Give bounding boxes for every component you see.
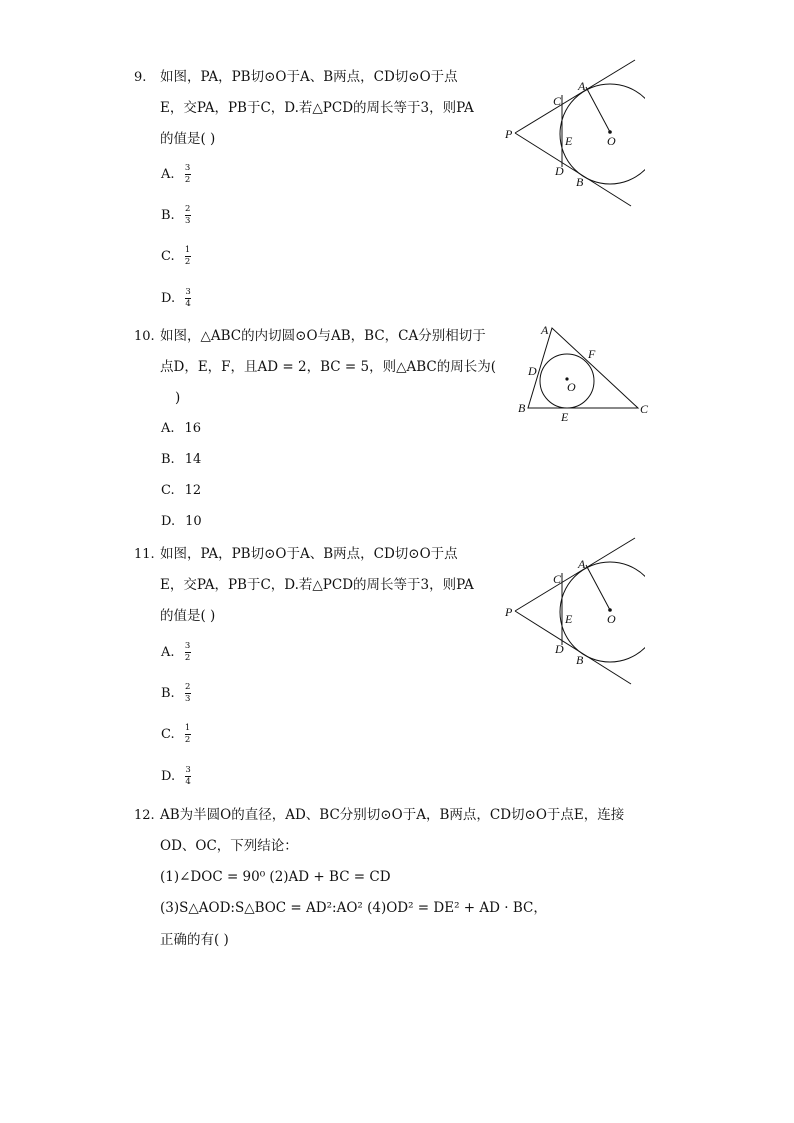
question-text-line: ) <box>175 390 181 406</box>
label-b: B <box>576 175 584 189</box>
question-text-line: (1)∠DOC = 90⁰ (2)AD + BC = CD <box>160 869 391 885</box>
label-e: E <box>565 612 573 626</box>
question-text-line: 如图，PA，PB切⊙O于A、B两点，CD切⊙O于点 <box>160 69 458 85</box>
question-number: 9. <box>134 70 147 85</box>
denominator: 2 <box>184 735 191 745</box>
tangent-line-pa <box>515 538 635 611</box>
numerator: 3 <box>185 287 191 297</box>
numerator: 1 <box>184 723 191 733</box>
option-d[interactable] <box>161 514 202 529</box>
label-p: P <box>505 127 513 141</box>
radius-oa <box>586 87 610 132</box>
option-a[interactable] <box>161 642 191 663</box>
question-text-line: 的值是( ) <box>160 608 216 624</box>
option-a[interactable] <box>161 421 201 436</box>
denominator: 3 <box>184 694 191 704</box>
label-a: A <box>578 557 586 571</box>
option-a[interactable] <box>161 164 191 185</box>
option-c[interactable] <box>161 246 191 267</box>
fraction <box>185 288 191 309</box>
option-label: D. <box>161 291 176 306</box>
question-text-line: 点D，E，F，且AD = 2，BC = 5，则△ABC的周长为( <box>160 359 496 375</box>
option-label: C. <box>161 483 175 498</box>
denominator: 3 <box>184 216 191 226</box>
label-c: C <box>640 402 649 416</box>
option-label: C. <box>161 727 175 742</box>
radius-oa <box>586 565 610 610</box>
label-f: F <box>588 347 596 361</box>
numerator: 3 <box>184 641 191 651</box>
option-label: A. <box>161 421 175 436</box>
question-text-line: 如图，△ABC的内切圆⊙O与AB，BC，CA分别相切于 <box>160 328 486 344</box>
label-d: D <box>528 364 537 378</box>
option-c[interactable] <box>161 483 201 498</box>
option-c[interactable] <box>161 724 191 745</box>
question-text-line: OD、OC，下列结论： <box>160 838 298 854</box>
label-a: A <box>578 79 586 93</box>
question-number: 10. <box>134 329 155 344</box>
question-text-line: 如图，PA，PB切⊙O于A、B两点，CD切⊙O于点 <box>160 546 458 562</box>
label-c: C <box>553 572 562 586</box>
question-text-line: E，交PA，PB于C，D.若△PCD的周长等于3，则PA <box>160 577 474 593</box>
option-value: 14 <box>184 452 202 467</box>
fraction <box>185 246 191 267</box>
question-text-line: E，交PA，PB于C，D.若△PCD的周长等于3，则PA <box>160 100 474 116</box>
option-value: 16 <box>184 421 202 436</box>
denominator: 4 <box>185 299 191 309</box>
numerator: 2 <box>184 682 191 692</box>
denominator: 2 <box>184 257 191 267</box>
option-value: 10 <box>185 514 202 529</box>
label-b: B <box>518 401 526 415</box>
question-number: 12. <box>134 808 155 823</box>
option-label: D. <box>161 769 176 784</box>
label-o: O <box>607 612 616 626</box>
option-label: A. <box>161 167 175 182</box>
label-a: A <box>541 323 549 337</box>
label-e: E <box>561 410 569 424</box>
tangent-line-pa <box>515 60 635 133</box>
label-d: D <box>555 164 564 178</box>
denominator: 4 <box>185 777 191 787</box>
fraction <box>185 205 191 226</box>
fraction <box>185 164 191 185</box>
option-d[interactable] <box>161 766 191 787</box>
fraction <box>185 642 191 663</box>
option-label: B. <box>161 452 175 467</box>
option-label: A. <box>161 645 175 660</box>
label-p: P <box>505 605 513 619</box>
label-b: B <box>576 653 584 667</box>
label-o: O <box>567 380 576 394</box>
label-c: C <box>553 94 562 108</box>
label-d: D <box>555 642 564 656</box>
question-text-line: 的值是( ) <box>160 131 216 147</box>
option-label: B. <box>161 686 175 701</box>
option-b[interactable] <box>161 452 201 467</box>
numerator: 3 <box>184 163 191 173</box>
fraction <box>185 683 191 704</box>
fraction <box>185 724 191 745</box>
fraction <box>185 766 191 787</box>
denominator: 2 <box>184 175 191 185</box>
numerator: 1 <box>184 245 191 255</box>
option-label: B. <box>161 208 175 223</box>
option-b[interactable] <box>161 683 191 704</box>
numerator: 3 <box>185 765 191 775</box>
tangent-circle-figure <box>500 533 645 688</box>
option-d[interactable] <box>161 288 191 309</box>
label-e: E <box>565 134 573 148</box>
question-number: 11. <box>134 547 155 562</box>
option-value: 12 <box>184 483 202 498</box>
question-text-line: (3)S△AOD:S△BOC = AD²:AO² (4)OD² = DE² + AD · BC， <box>160 900 547 916</box>
label-o: O <box>607 134 616 148</box>
incircle-triangle-figure <box>510 318 660 428</box>
question-text-line: AB为半圆O的直径，AD、BC分别切⊙O于A，B两点，CD切⊙O于点E，连接 <box>160 807 625 823</box>
tangent-circle-figure <box>500 55 645 210</box>
numerator: 2 <box>184 204 191 214</box>
option-b[interactable] <box>161 205 191 226</box>
question-text-line: 正确的有( ) <box>160 932 229 948</box>
option-label: D. <box>161 514 176 529</box>
denominator: 2 <box>184 653 191 663</box>
option-label: C. <box>161 249 175 264</box>
